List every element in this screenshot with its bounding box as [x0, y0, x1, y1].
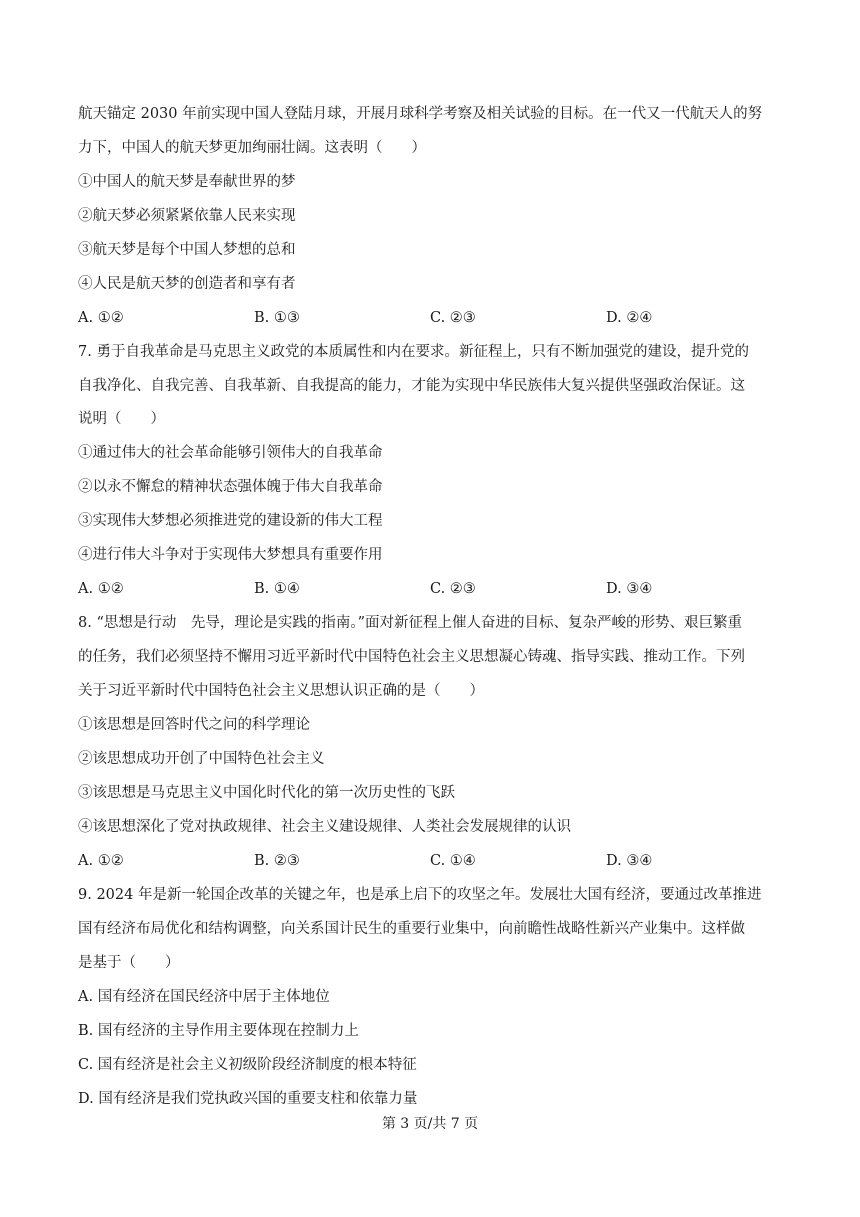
question-6-option-c: C. ②③: [430, 310, 476, 326]
question-8-stem-line-2: 的任务，我们必须坚持不懈用习近平新时代中国特色社会主义思想凝心铸魂、指导实践、推动工作。下列: [78, 649, 745, 665]
question-7-item-1: ①通过伟大的社会革命能够引领伟大的自我革命: [78, 445, 383, 461]
question-9-stem-line-2: 国有经济布局优化和结构调整，向关系国计民生的重要行业集中，向前瞻性战略性新兴产业集中。这样做: [78, 921, 745, 937]
question-7-option-b: B. ①④: [254, 581, 300, 597]
question-9-stem-line-1: 9. 2024 年是新一轮国企改革的关键之年，也是承上启下的攻坚之年。发展壮大国有经济，要通过改革推进: [78, 887, 762, 903]
question-9-option-b: B. 国有经济的主导作用主要体现在控制力上: [78, 1023, 359, 1039]
question-8-options: [78, 851, 798, 871]
question-9-option-c: C. 国有经济是社会主义初级阶段经济制度的根本特征: [78, 1057, 417, 1073]
question-8-stem-line-1: 8. “思想是行动 先导，理论是实践的指南。”面对新征程上催人奋进的目标、复杂严峻的形势、艰巨繁重: [78, 615, 743, 631]
question-6-stem-line-2: 力下，中国人的航天梦更加绚丽壮阔。这表明（ ）: [78, 140, 426, 156]
question-8-item-4: ④该思想深化了党对执政规律、社会主义建设规律、人类社会发展规律的认识: [78, 819, 571, 835]
question-6-item-2: ②航天梦必须紧紧依靠人民来实现: [78, 208, 296, 224]
question-7-options: [78, 579, 798, 599]
question-6-option-a: A. ①②: [78, 310, 124, 326]
question-9-stem-line-3: 是基于（ ）: [78, 955, 180, 971]
question-8-item-1: ①该思想是回答时代之问的科学理论: [78, 717, 310, 733]
question-8-stem-line-3: 关于习近平新时代中国特色社会主义思想认识正确的是（ ）: [78, 683, 484, 699]
question-7-stem-line-2: 自我净化、自我完善、自我革新、自我提高的能力，才能为实现中华民族伟大复兴提供坚强政治保证。这: [78, 378, 745, 394]
page-footer: 第 3 页/共 7 页: [381, 1116, 479, 1132]
question-6-item-4: ④人民是航天梦的创造者和享有者: [78, 276, 296, 292]
question-8-option-d: D. ③④: [606, 853, 653, 869]
question-7-item-2: ②以永不懈怠的精神状态强体魄于伟大自我革命: [78, 479, 383, 495]
question-6-stem-line-1: 航天锚定 2030 年前实现中国人登陆月球，开展月球科学考察及相关试验的目标。在一代又一代航天人的努: [78, 106, 763, 122]
question-7-item-4: ④进行伟大斗争对于实现伟大梦想具有重要作用: [78, 547, 383, 563]
question-7-stem-line-1: 7. 勇于自我革命是马克思主义政党的本质属性和内在要求。新征程上，只有不断加强党的建设，提升党的: [78, 344, 749, 360]
question-7-option-d: D. ③④: [606, 581, 653, 597]
question-8-item-3: ③该思想是马克思主义中国化时代化的第一次历史性的飞跃: [78, 785, 455, 801]
question-8-option-a: A. ①②: [78, 853, 124, 869]
question-9-option-a: A. 国有经济在国民经济中居于主体地位: [78, 989, 330, 1005]
question-6-option-d: D. ②④: [606, 310, 653, 326]
question-6-options: [78, 308, 798, 328]
question-7-option-a: A. ①②: [78, 581, 124, 597]
question-6-item-1: ①中国人的航天梦是奉献世界的梦: [78, 174, 296, 190]
question-6-option-b: B. ①③: [254, 310, 300, 326]
question-9-option-d: D. 国有经济是我们党执政兴国的重要支柱和依靠力量: [78, 1091, 418, 1107]
question-7-item-3: ③实现伟大梦想必须推进党的建设新的伟大工程: [78, 513, 383, 529]
question-7-option-c: C. ②③: [430, 581, 476, 597]
question-6-item-3: ③航天梦是每个中国人梦想的总和: [78, 242, 296, 258]
question-8-option-b: B. ②③: [254, 853, 300, 869]
question-8-item-2: ②该思想成功开创了中国特色社会主义: [78, 751, 325, 767]
question-7-stem-line-3: 说明（ ）: [78, 411, 165, 427]
question-8-option-c: C. ①④: [430, 853, 476, 869]
